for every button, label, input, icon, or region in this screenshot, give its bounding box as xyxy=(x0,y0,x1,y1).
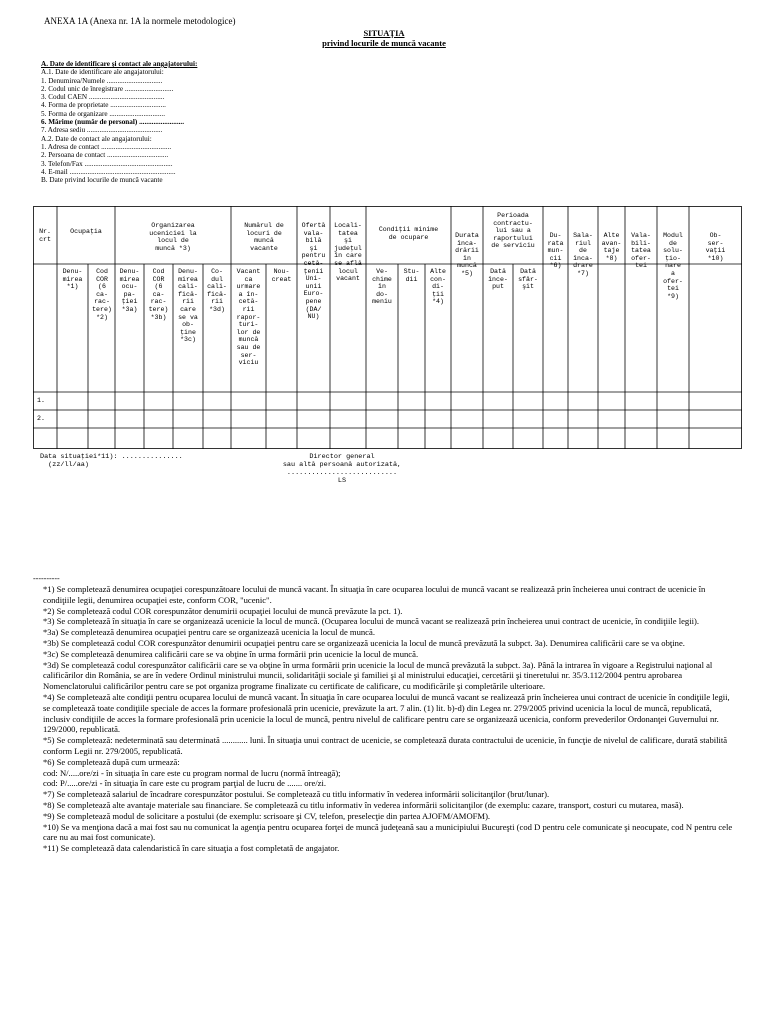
header-perioada-contract: Perioada contractu- lui sau a raportului de serviciu xyxy=(491,212,535,250)
footnote: *2) Se completează codul COR corespunzător denumirii ocupaţiei locului de muncă prevăzute la pct. 1). xyxy=(43,605,403,616)
date-field: Data situaţiei*11): ............... (zz/ll/aa) xyxy=(40,453,183,469)
header-observatii: Ob- ser- vaţii *10) xyxy=(705,232,726,262)
a2-heading: A.2. Date de contact ale angajatorului: xyxy=(41,134,152,143)
annex-label: ANEXA 1A (Anexa nr. 1A la normele metodologice) xyxy=(44,16,236,26)
subheader-vacant: Vacant ca urmare a în- cetă- rii rapor- turi- lor de muncă sau de ser- viciu xyxy=(236,268,261,367)
header-conditii-minime: Condiţii minime de ocupare xyxy=(378,226,439,241)
header-durata-muncii: Du- rata mun- cii *6) xyxy=(547,232,564,270)
footnote: *5) Se completează: nedeterminată sau determinată ............ luni. În situaţia unui contract de ucenicie, se completează durata contractului de ucenicie, în funcţie de nivelul de calificare, durată stabilită conform Legii nr. 279/2005, republicată. xyxy=(43,735,728,756)
subheader-data-sfarsit: Dată sfâr- şit xyxy=(518,268,538,291)
employer-field: 6. Mărime (număr de personal) ......................... xyxy=(41,118,185,127)
subheader-vechime: Ve- chime în do- meniu xyxy=(372,268,392,306)
footnote: cod: N/.....ore/zi - în situaţia în care este cu program normal de lucru (normă întreagă); xyxy=(43,767,341,778)
header-nr-crt: Nr. crt xyxy=(39,228,51,243)
employer-field: 3. Codul CAEN .......................................... xyxy=(41,93,165,102)
employer-field: 5. Forma de organizare ............................... xyxy=(41,109,166,118)
table-row-number: 1. xyxy=(37,397,45,404)
footnote: *1) Se completează denumirea ocupaţiei corespunzătoare locului de muncă vacant. În situaţia în care ocuparea locului de muncă vacant se realizează prin încheierea unui contract de ucenicie în condiţiile legii, denumirea ocupaţiei este, conform COR, "ucenic". xyxy=(43,584,706,605)
employer-field: 7. Adresa sediu .......................................... xyxy=(41,126,163,135)
section-a-heading: A. Date de identificare şi contact ale angajatorului: xyxy=(41,60,198,68)
header-salariul: Sala- riul de înca- drare *7) xyxy=(573,232,593,277)
header-valabilitatea-ofertei: Vala- bili- tatea ofer- tei xyxy=(631,232,651,270)
employer-field: 1. Denumirea/Numele ............................... xyxy=(41,76,163,85)
header-localitatea: Locali- tatea şi judeţul în care se află locul vacant xyxy=(334,222,362,283)
table-row-number: 2. xyxy=(37,415,45,422)
header-numarul-locuri: Numărul de locuri de muncă vacante xyxy=(244,222,284,252)
footnote: *4) Se completează alte condiţii pentru ocuparea locului de muncă vacant. În situaţia în care ocuparea locului de muncă vacant se realizează prin încheierea unui contract de ucenicie în condiţiile legii, se completează toate condiţiile speciale de acces la formare profesională prin ucenicie, prevăzute la art. 7 alin. (1) lit. b)-d) din Legea nr. 279/2005 privind ucenicia la locul de muncă, republicată, inclusiv condiţiile de acces la formare profesională prin ucenicie la locul de muncă, pentru nivelul de calificare pentru care se organizează ucenicia, conform prevederilor Ordonanţei Guvernului nr. 129/2000, republicată. xyxy=(43,691,730,735)
employer-field: 4. Forma de proprietate ............................... xyxy=(41,101,166,110)
page-subtitle: privind locurile de muncă vacante xyxy=(322,38,446,48)
subheader-denumirea: Denu- mirea *1) xyxy=(62,268,83,291)
footnote: *3c) Se completează denumirea calificării care se va obţine în urma formării prin ucenicie la locul de muncă. xyxy=(43,648,419,659)
subheader-denumirea-calificarii: Denu- mirea cali- fică- rii care se va ob- ţine *3c) xyxy=(178,268,198,344)
footnote: *8) Se completează alte avantaje materiale sau financiare. Se completează cu titlu informativ în vederea informării solicitanţilor (de exemplu: cazare, transport, costuri cu mutarea, masă). xyxy=(43,799,684,810)
page-title-block xyxy=(0,28,768,48)
contact-field: 4. E-mail ........................................................... xyxy=(41,167,176,176)
page-title: SITUAŢIA xyxy=(363,28,405,38)
header-durata-incadrarii: Durata înca- drării în muncă *5) xyxy=(455,232,479,277)
footnote: *10) Se va menţiona dacă a mai fost sau nu comunicat la agenţia pentru ocuparea forţei de muncă judeţeană sau a municipiului Bucureşti (cod D pentru cele comunicate şi neocupate, cod N pentru cele care nu au mai fost comunicate). xyxy=(43,821,733,843)
vacancies-table xyxy=(33,206,742,449)
footnote: *9) Se completează modul de solicitare a postului (de exemplu: scrisoare şi CV, telefon, preselecţie din partea AJOFM/AMOFM). xyxy=(43,810,491,821)
footnote: *11) Se completează data calendaristică în care situaţia a fost completată de angajator. xyxy=(43,843,340,854)
footnote: *3a) Se completează denumirea ocupaţiei pentru care se organizează ucenicia la locul de muncă. xyxy=(43,627,375,638)
contact-field: 2. Persoana de contact .................................. xyxy=(41,151,169,160)
footnote: *3b) Se completează codul COR corespunzător denumirii ocupaţiei pentru care se organizează ucenicia la locul de muncă prevăzută la subpct. 3a). Denumirea calificării care se va obţine. xyxy=(43,637,685,648)
subheader-cod-cor-ucenicie: Cod COR (6 ca- rac- tere) *3b) xyxy=(148,268,169,321)
director-signature: Director general sau altă persoană autorizată, ........................... LS xyxy=(282,453,402,485)
subheader-alte-conditii: Alte con- di- ţii *4) xyxy=(430,268,446,306)
header-oferta-ue: Ofertă vala- bilă şi pentru cetă- ţenii Uni- unii Euro- pene (DA/ NU) xyxy=(301,222,326,321)
notes-separator: ---------- xyxy=(33,574,60,583)
header-organizarea-uceniciei: Organizarea uceniciei la locul de muncă *3) xyxy=(149,222,197,252)
a1-heading: A.1. Date de identificare ale angajatorului: xyxy=(41,68,164,77)
contact-field: 3. Telefon/Fax ................................................. xyxy=(41,159,173,168)
subheader-nou-creat: Nou- creat xyxy=(271,268,292,283)
contact-field: 1. Adresa de contact ....................................... xyxy=(41,142,172,151)
subheader-codul-calificarii: Co- dul cali- fică- rii *3d) xyxy=(207,268,227,313)
employer-section xyxy=(41,60,197,184)
footnote: *3d) Se completează codul corespunzător calificării care se va obţine în urma formării prin ucenicie la locul de muncă prevăzută la subpct. 3a). Până la intrarea în vigoare a Registrului naţional al calificărilor din România, se are în vedere Ordinul ministrului muncii, solidarităţii sociale şi familiei şi al ministrului educaţiei, cercetării şi tineretului nr. 35/3.112/2004 pentru aprobarea Nomenclatorului calificărilor pentru care se pot organiza programe finalizate cu certificate de calificare, cu modificările şi completările ulterioare. xyxy=(43,659,713,692)
subheader-denumirea-ocupatiei: Denu- mirea ocu- pa- ţiei *3a) xyxy=(119,268,140,313)
footnote: *6) Se completează după cum urmează: xyxy=(43,756,180,767)
subheader-data-inceput: Dată înce- put xyxy=(488,268,508,291)
employer-field: 2. Codul unic de înregistrare ........................... xyxy=(41,84,174,93)
section-b-heading: B. Date privind locurile de muncă vacante xyxy=(41,176,163,185)
subheader-studii: Stu- dii xyxy=(403,268,420,283)
footnote: cod: P/.....ore/zi - în situaţia în care este cu program parţial de lucru de ....... ore/zi. xyxy=(43,778,327,789)
header-ocupatia: Ocupaţia xyxy=(70,228,102,235)
subheader-cod-cor: Cod COR (6 ca- rac- tere) *2) xyxy=(92,268,112,321)
footnotes xyxy=(33,584,735,854)
footnote: *7) Se completează salariul de încadrare corespunzător postului. Se completează cu titlu informativ în vederea informării solicitanţilor (brut/lunar). xyxy=(43,789,550,800)
header-modul-solutionare: Modul de solu- ţio- nare a ofer- tei *9) xyxy=(663,232,683,300)
header-alte-avantaje: Alte avan- taje *8) xyxy=(601,232,622,262)
footnote: *3) Se completează în situaţia în care se organizează ucenicie la locul de muncă. (Ocuparea locului de muncă vacant se realizează prin încheierea unui contract de ucenicie, în condiţiile legii). xyxy=(43,616,699,627)
